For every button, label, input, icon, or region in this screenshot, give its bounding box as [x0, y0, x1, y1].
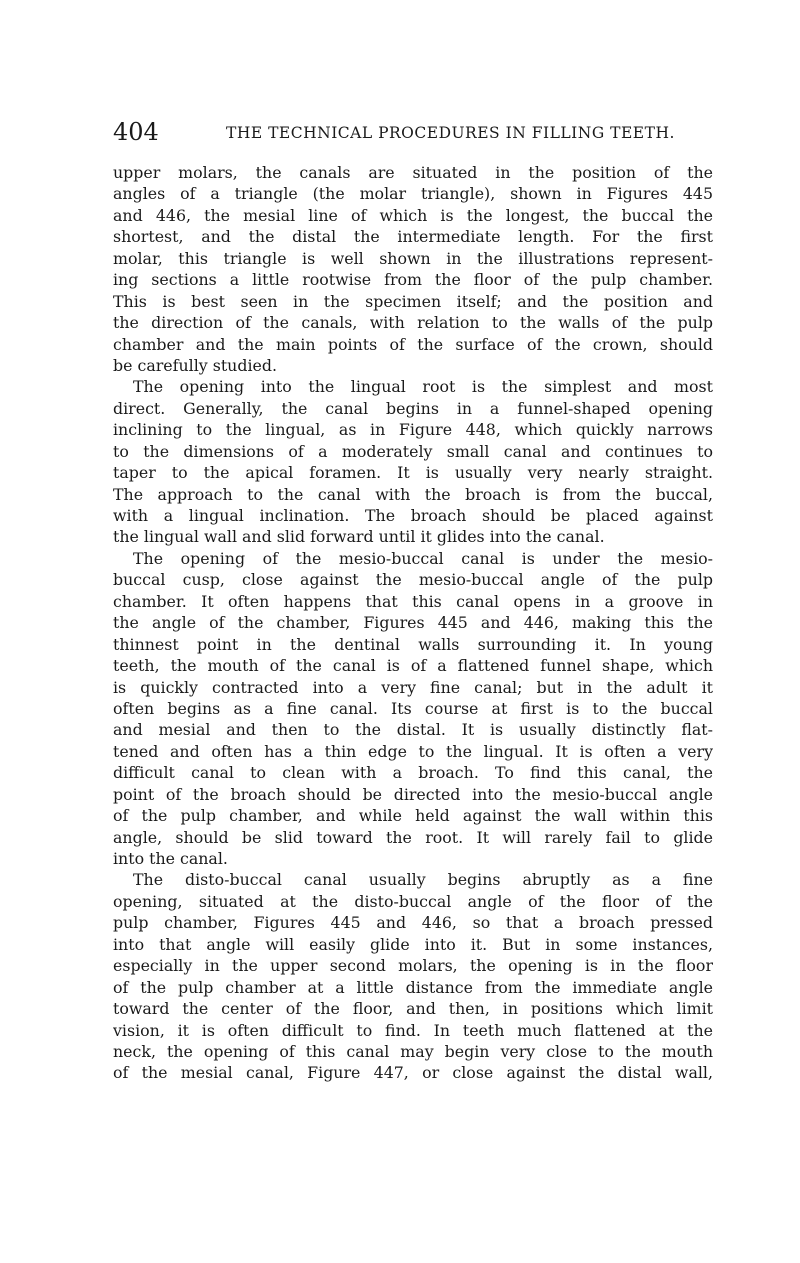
text-line: angles of a triangle (the molar triangle), shown in Figures 445	[113, 184, 713, 204]
paragraph-start-line: The opening of the mesio-buccal canal is under the mesio-	[133, 548, 713, 568]
text-line: chamber and the main points of the surface of the crown, should	[113, 334, 713, 354]
text-line: inclining to the lingual, as in Figure 448, which quickly narrows	[113, 420, 713, 440]
text-line: to the dimensions of a moderately small canal and continues to	[113, 441, 713, 461]
text-line: and mesial and then to the distal. It is usually distinctly flat-	[113, 720, 713, 740]
paragraph-start-line: The opening into the lingual root is the simplest and most	[133, 377, 713, 397]
text-line: of the pulp chamber at a little distance from the immediate angle	[113, 977, 713, 997]
text-line: opening, situated at the disto-buccal angle of the floor of the	[113, 891, 713, 911]
text-line: The approach to the canal with the broach is from the buccal,	[113, 484, 713, 504]
text-line: of the mesial canal, Figure 447, or close against the distal wall,	[113, 1063, 713, 1083]
body-text	[113, 162, 713, 1084]
text-line: especially in the upper second molars, the opening is in the floor	[113, 956, 713, 976]
text-line: toward the center of the floor, and then, in positions which limit	[113, 999, 713, 1019]
text-line: shortest, and the distal the intermediate length. For the first	[113, 227, 713, 247]
text-line: vision, it is often difficult to find. In teeth much flattened at the	[113, 1020, 713, 1040]
text-line: point of the broach should be directed into the mesio-buccal angle	[113, 784, 713, 804]
text-line: thinnest point in the dentinal walls surrounding it. In young	[113, 634, 713, 654]
text-line: difficult canal to clean with a broach. To find this canal, the	[113, 763, 713, 783]
text-line: with a lingual inclination. The broach should be placed against	[113, 506, 713, 525]
text-line: ing sections a little rootwise from the floor of the pulp chamber.	[113, 270, 713, 290]
text-line: taper to the apical foramen. It is usually very nearly straight.	[113, 463, 713, 483]
text-line: into the canal.	[113, 849, 228, 868]
text-line: molar, this triangle is well shown in the illustrations represent-	[113, 248, 713, 268]
text-line: often begins as a fine canal. Its course at first is to the buccal	[113, 698, 713, 718]
running-title: THE TECHNICAL PROCEDURES IN FILLING TEETH.	[226, 124, 675, 142]
text-line: chamber. It often happens that this canal opens in a groove in	[113, 591, 713, 611]
text-line: upper molars, the canals are situated in the position of the	[113, 163, 713, 182]
text-line: the lingual wall and slid forward until it glides into the canal.	[113, 527, 605, 547]
text-line: the angle of the chamber, Figures 445 and 446, making this the	[113, 613, 713, 633]
text-line: This is best seen in the specimen itself; and the position and	[113, 291, 713, 311]
text-line: and 446, the mesial line of which is the longest, the buccal the	[113, 205, 713, 225]
text-line: into that angle will easily glide into it. But in some instances,	[113, 934, 713, 954]
text-line: be carefully studied.	[113, 355, 277, 375]
text-line: the direction of the canals, with relation to the walls of the pulp	[113, 313, 713, 333]
text-line: buccal cusp, close against the mesio-buccal angle of the pulp	[113, 570, 713, 590]
text-line: teeth, the mouth of the canal is of a flattened funnel shape, which	[113, 656, 713, 676]
page-header	[113, 117, 713, 147]
text-line: pulp chamber, Figures 445 and 446, so that a broach pressed	[113, 913, 713, 933]
text-line: angle, should be slid toward the root. It will rarely fail to glide	[113, 827, 713, 847]
text-line: neck, the opening of this canal may begin very close to the mouth	[113, 1041, 713, 1061]
text-line: is quickly contracted into a very fine canal; but in the adult it	[113, 677, 713, 697]
paragraph-start-line: The disto-buccal canal usually begins abruptly as a fine	[133, 870, 713, 890]
text-line: tened and often has a thin edge to the lingual. It is often a very	[113, 741, 713, 761]
page-number: 404	[113, 118, 159, 146]
text-line: direct. Generally, the canal begins in a funnel-shaped opening	[113, 398, 713, 418]
text-line: of the pulp chamber, and while held against the wall within this	[113, 806, 713, 826]
